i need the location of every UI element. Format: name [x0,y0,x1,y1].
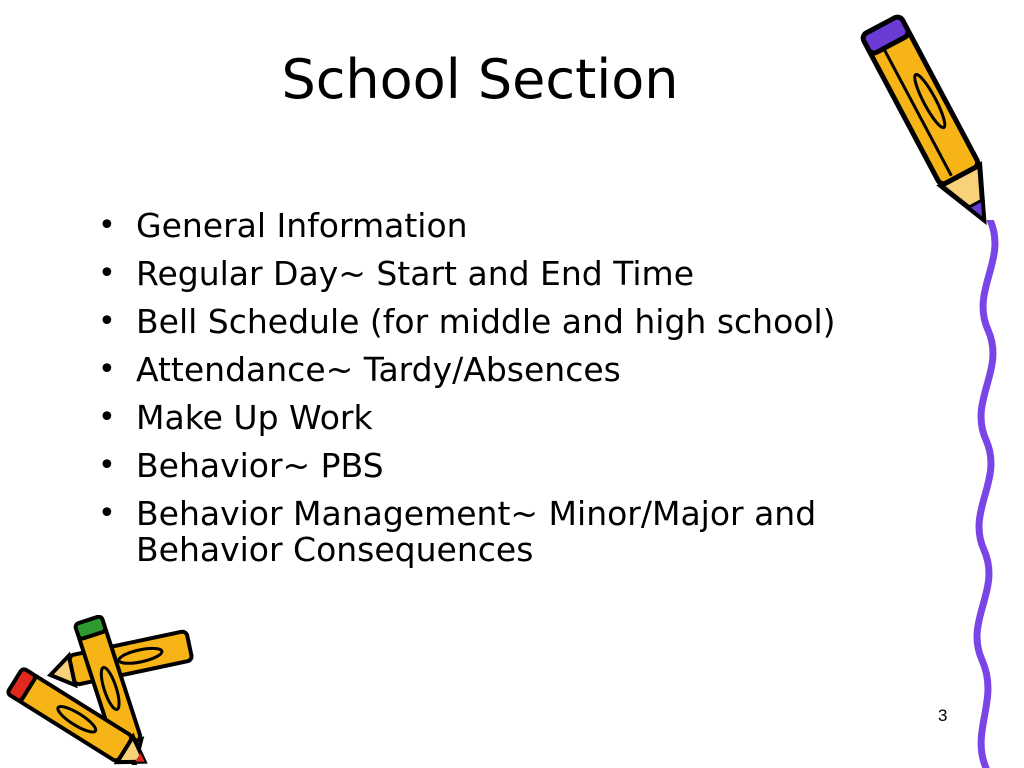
list-item [98,496,928,568]
list-item-text: General Information [136,206,468,245]
crossed-pencils-icon [0,615,210,765]
list-item-text: Make Up Work [136,398,373,437]
bullet-icon: • [98,400,116,435]
list-item [98,256,928,292]
bullet-list [98,208,928,580]
bullet-icon: • [98,352,116,387]
bullet-icon: • [98,256,116,291]
bullet-icon: • [98,448,116,483]
list-item [98,448,928,484]
list-item [98,208,928,244]
list-item-text: Regular Day~ Start and End Time [136,254,695,293]
list-item-text: Behavior~ PBS [136,446,384,485]
list-item-text: Behavior Management~ Minor/Major and Behavior Consequences [136,494,817,569]
list-item [98,400,928,436]
bullet-icon: • [98,304,116,339]
bullet-icon: • [98,208,116,243]
slide-title: School Section [281,48,679,111]
bullet-icon: • [98,496,116,531]
list-item [98,352,928,388]
pencil-icon [858,2,1008,242]
list-item-text: Bell Schedule (for middle and high school) [136,302,836,341]
page-number: 3 [938,706,948,725]
list-item-text: Attendance~ Tardy/Absences [136,350,621,389]
wavy-line-decoration [960,220,1024,768]
list-item [98,304,928,340]
